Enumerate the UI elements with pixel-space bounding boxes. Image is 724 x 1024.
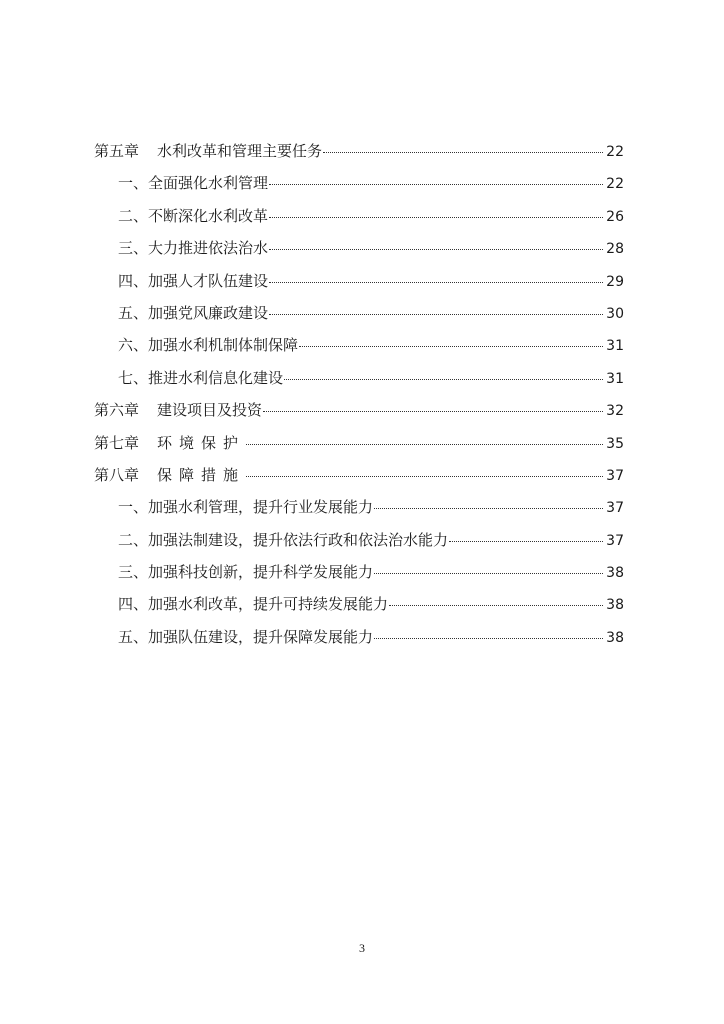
toc-entry-title: 一、全面强化水利管理: [118, 174, 269, 193]
toc-entry-title: 三、加强科技创新，提升科学发展能力: [118, 563, 374, 582]
page-number: 3: [359, 941, 365, 955]
chapter-number: 第七章: [94, 433, 140, 452]
toc-entry-title: 环境保护: [157, 433, 246, 452]
toc-entry-title: 二、不断深化水利改革: [118, 206, 269, 225]
toc-entry[interactable]: [94, 167, 624, 199]
toc-page-number: 22: [606, 176, 624, 193]
toc-entry[interactable]: [94, 491, 624, 523]
toc-entry-title: 二、加强法制建设，提升依法行政和依法治水能力: [118, 530, 449, 549]
chapter-number: 第八章: [94, 465, 140, 484]
dot-leader: [374, 637, 603, 639]
dot-leader: [269, 248, 603, 250]
dot-leader: [269, 183, 603, 185]
toc-entry[interactable]: [94, 588, 624, 620]
toc-page-number: 30: [606, 305, 624, 322]
toc-entry-title: 七、推进水利信息化建设: [118, 368, 284, 387]
toc-page-number: 28: [606, 241, 624, 258]
toc-entry-title: 一、加强水利管理，提升行业发展能力: [118, 498, 374, 517]
toc-entry-title: 四、加强水利改革，提升可持续发展能力: [118, 595, 389, 614]
toc-entry-title: 水利改革和管理主要任务: [157, 142, 323, 160]
dot-leader: [269, 313, 603, 315]
dot-leader: [299, 345, 603, 347]
dot-leader: [374, 572, 603, 574]
toc-entry[interactable]: [94, 427, 624, 459]
toc-entry-title: 保障措施: [157, 465, 246, 484]
toc-page-number: 37: [606, 500, 624, 517]
toc-page-number: 38: [606, 565, 624, 582]
chapter-number: 第六章: [94, 401, 140, 420]
chapter-number: 第五章: [94, 142, 140, 160]
toc-entry[interactable]: [94, 459, 624, 491]
toc-page-number: 22: [606, 144, 624, 160]
toc-entry[interactable]: [94, 556, 624, 588]
toc-entry[interactable]: [94, 394, 624, 426]
toc-page-number: 37: [606, 532, 624, 549]
toc-entry-title: 三、大力推进依法治水: [118, 239, 269, 258]
toc-entry-title: 六、加强水利机制体制保障: [118, 336, 299, 355]
dot-leader: [263, 410, 603, 412]
dot-leader: [246, 443, 603, 445]
toc-page-number: 38: [606, 597, 624, 614]
toc-entry[interactable]: [94, 621, 624, 653]
toc-page-number: 31: [606, 370, 624, 387]
toc-entry[interactable]: [94, 232, 624, 264]
toc-entry-title: 五、加强队伍建设，提升保障发展能力: [118, 627, 374, 646]
toc-page-number: 38: [606, 629, 624, 646]
dot-leader: [246, 475, 603, 477]
dot-leader: [449, 540, 603, 542]
toc-page-number: 35: [606, 435, 624, 452]
toc-page-number: 32: [606, 403, 624, 420]
dot-leader: [374, 507, 603, 509]
dot-leader: [269, 216, 603, 218]
toc-entry[interactable]: [94, 329, 624, 361]
toc-page-number: 31: [606, 338, 624, 355]
toc-entry[interactable]: [94, 362, 624, 394]
toc-entry[interactable]: [94, 200, 624, 232]
table-of-contents: [94, 135, 624, 653]
dot-leader: [284, 378, 603, 380]
toc-entry[interactable]: [94, 524, 624, 556]
toc-page-number: 26: [606, 208, 624, 225]
toc-entry[interactable]: [94, 297, 624, 329]
toc-entry-title: 五、加强党风廉政建设: [118, 303, 269, 322]
dot-leader: [269, 281, 603, 283]
dot-leader: [323, 151, 603, 153]
dot-leader: [389, 604, 603, 606]
toc-page-number: 29: [606, 273, 624, 290]
toc-page-number: 37: [606, 467, 624, 484]
toc-entry-title: 建设项目及投资: [157, 401, 263, 420]
toc-entry-title: 四、加强人才队伍建设: [118, 271, 269, 290]
toc-entry[interactable]: [94, 265, 624, 297]
toc-entry[interactable]: [94, 135, 624, 167]
